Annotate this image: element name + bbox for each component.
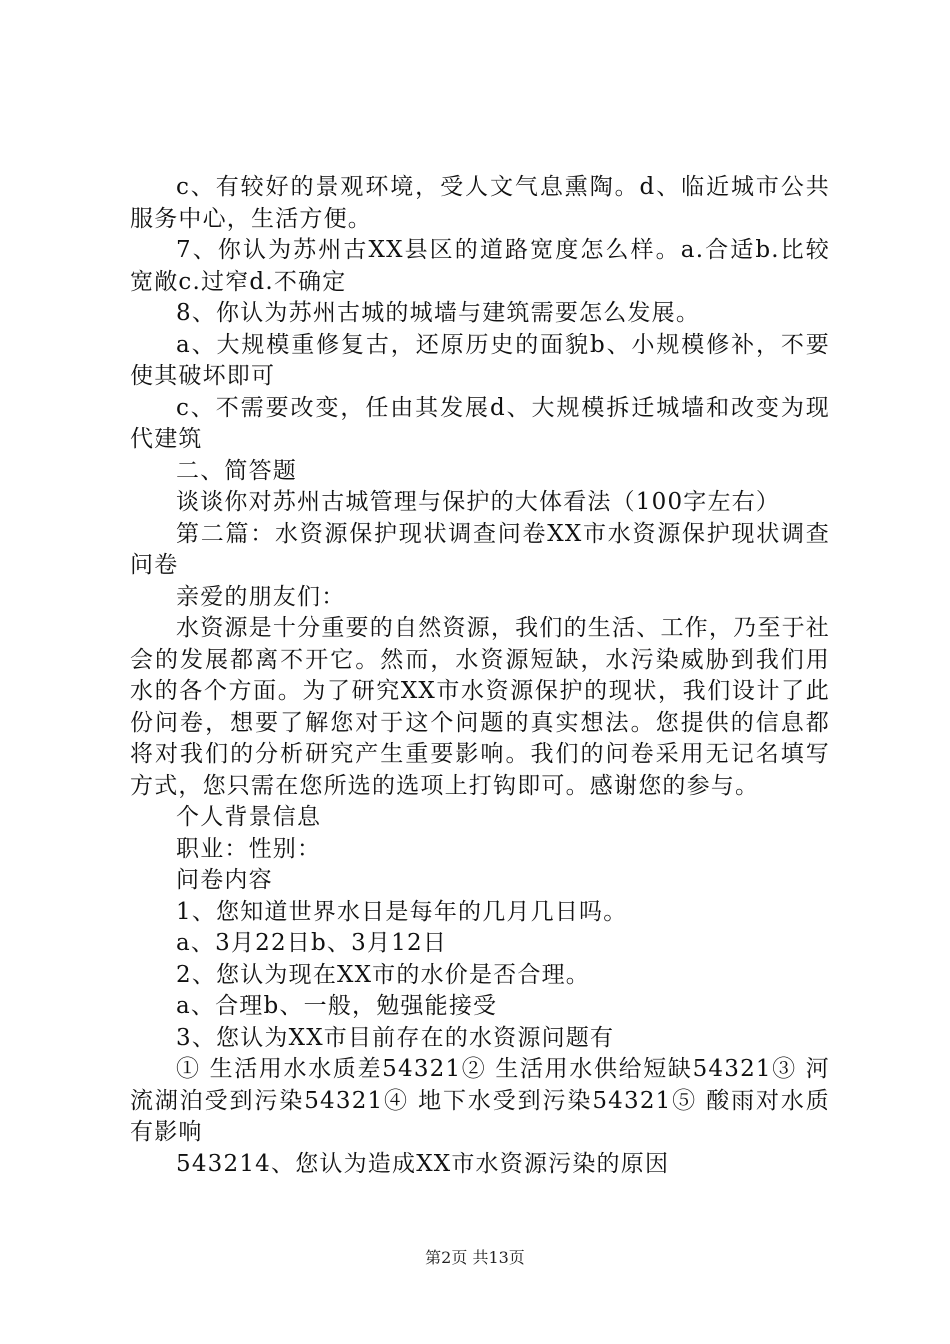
paragraph: 7、你认为苏州古XX县区的道路宽度怎么样。a.合适b.比较宽敞c.过窄d.不确定 [130, 237, 830, 295]
paragraph: 职业：性别： [176, 835, 322, 862]
salutation: 亲爱的朋友们： [176, 583, 346, 610]
paragraph: c、不需要改变，任由其发展d、大规模拆迁城墙和改变为现代建筑 [130, 394, 830, 452]
paragraph: 8、你认为苏州古城的城墙与建筑需要怎么发展。 [176, 300, 701, 326]
section-heading: 二、简答题 [176, 457, 297, 484]
paragraph: c、有较好的景观环境，受人文气息熏陶。d、临近城市公共服务中心，生活方便。 [130, 174, 830, 232]
question: 3、您认为XX市目前存在的水资源问题有 [176, 1024, 615, 1051]
question: 543214、您认为造成XX市水资源污染的原因 [176, 1150, 670, 1177]
question: 1、您知道世界水日是每年的几月几日吗。 [176, 898, 628, 925]
section-heading: 个人背景信息 [176, 804, 322, 830]
answer-options: a、合理b、一般，勉强能接受 [176, 993, 498, 1019]
page-number: 第2页 共13页 [425, 1248, 525, 1267]
answer-options: a、3月22日b、3月12日 [176, 930, 448, 956]
answer-options: ① 生活用水水质差54321② 生活用水供给短缺54321③ 河流湖泊受到污染54321④ 地下水受到污染54321⑤ 酸雨对水质有影响 [130, 1056, 830, 1145]
chapter-title: 第二篇：水资源保护现状调查问卷XX市水资源保护现状调查问卷 [130, 520, 830, 578]
paragraph: 谈谈你对苏州古城管理与保护的大体看法（100字左右） [176, 489, 781, 515]
document-body [130, 172, 830, 1180]
paragraph: a、大规模重修复古，还原历史的面貌b、小规模修补，不要使其破坏即可 [130, 331, 830, 389]
section-heading: 问卷内容 [176, 867, 273, 893]
paragraph: 水资源是十分重要的自然资源，我们的生活、工作，乃至于社会的发展都离不开它。然而，水资源短缺，水污染威胁到我们用水的各个方面。为了研究XX市水资源保护的现状，我们设计了此份问卷，想要了解您对于这个问题的真实想法。您提供的信息都将对我们的分析研究产生重要影响。我们的问卷采用无记名填写方式，您只需在您所选的选项上打钩即可。感谢您的参与。 [130, 615, 830, 799]
question: 2、您认为现在XX市的水价是否合理。 [176, 961, 590, 988]
